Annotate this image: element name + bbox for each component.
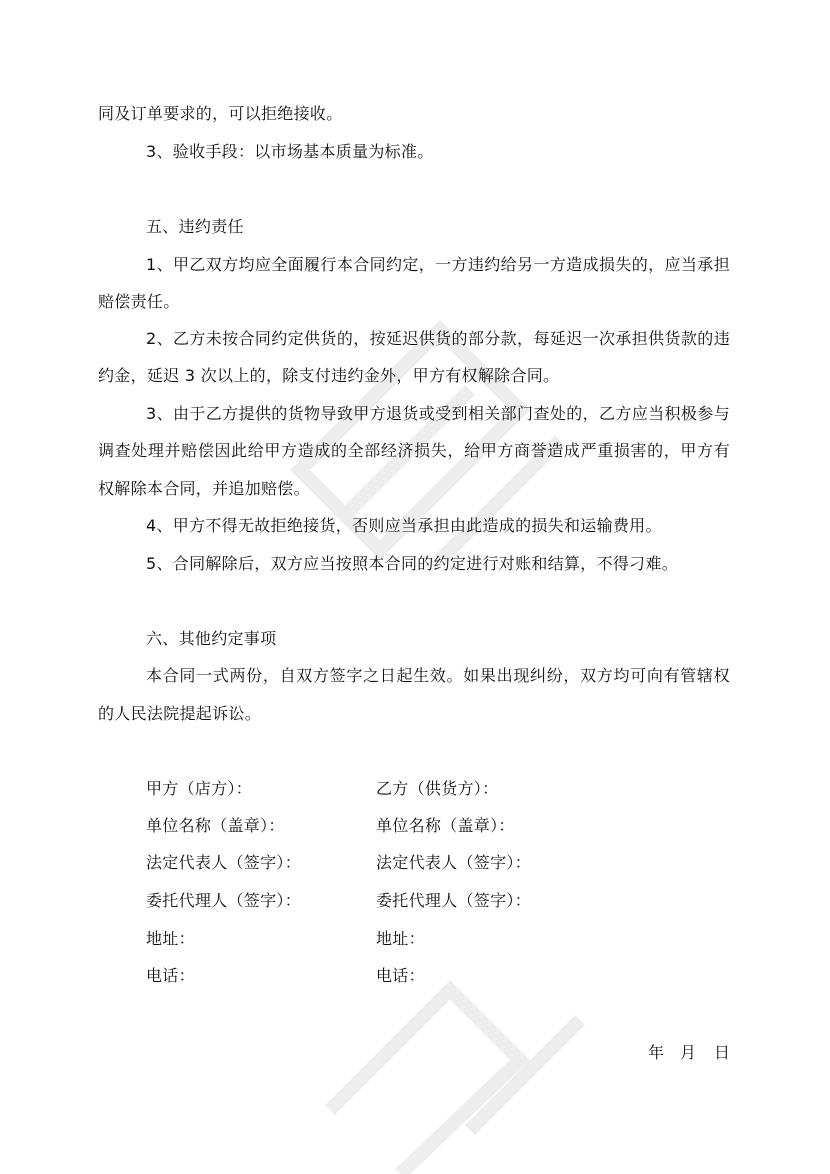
section-6-p1-line-2: 的人民法院提起诉讼。 bbox=[98, 704, 262, 723]
section-5-p3-line-1: 3、由于乙方提供的货物导致甲方退货或受到相关部门查处的，乙方应当积极参与 bbox=[146, 404, 730, 423]
section-5-p5: 5、合同解除后，双方应当按照本合同的约定进行对账和结算，不得刁难。 bbox=[146, 554, 679, 573]
section-5-p1-line-2: 赔偿责任。 bbox=[98, 292, 180, 311]
intro-line-2: 3、验收手段：以市场基本质量为标准。 bbox=[146, 142, 434, 161]
party-a-rep: 法定代表人（签字）： bbox=[146, 853, 302, 872]
party-a-phone: 电话： bbox=[146, 966, 195, 985]
party-a-agent: 委托代理人（签字）： bbox=[146, 891, 302, 910]
section-5-p1-line-1: 1、甲乙双方均应全面履行本合同约定，一方违约给另一方造成损失的，应当承担 bbox=[146, 255, 730, 274]
party-b-title: 乙方（供货方）： bbox=[376, 779, 499, 798]
date-day: 日 bbox=[714, 1043, 731, 1062]
party-b-phone: 电话： bbox=[376, 966, 425, 985]
section-6-p1-line-1: 本合同一式两份，自双方签字之日起生效。如果出现纠纷，双方均可向有管辖权 bbox=[146, 666, 730, 685]
party-b-agent: 委托代理人（签字）： bbox=[376, 891, 532, 910]
section-5-p3-line-2: 调查处理并赔偿因此给甲方造成的全部经济损失，给甲方商誉造成严重损害的，甲方有 bbox=[98, 441, 730, 460]
section-5-p3-line-3: 权解除本合同，并追加赔偿。 bbox=[98, 479, 310, 498]
intro-line-1: 同及订单要求的，可以拒绝接收。 bbox=[98, 104, 343, 123]
date-year: 年 bbox=[648, 1043, 665, 1062]
date-month: 月 bbox=[680, 1043, 697, 1062]
section-5-heading: 五、违约责任 bbox=[146, 217, 244, 236]
party-a-title: 甲方（店方）： bbox=[146, 779, 253, 798]
section-5-p2-line-1: 2、乙方未按合同约定供货的，按延迟供货的部分款，每延迟一次承担供货款的违 bbox=[146, 329, 730, 348]
party-a-unit: 单位名称（盖章）： bbox=[146, 816, 285, 835]
section-5-p4: 4、甲方不得无故拒绝接货，否则应当承担由此造成的损失和运输费用。 bbox=[146, 516, 662, 535]
party-b-unit: 单位名称（盖章）： bbox=[376, 816, 515, 835]
party-b-rep: 法定代表人（签字）： bbox=[376, 853, 532, 872]
party-b-address: 地址： bbox=[376, 929, 425, 948]
party-a-address: 地址： bbox=[146, 929, 195, 948]
section-5-p2-line-2: 约金，延迟 3 次以上的，除支付违约金外，甲方有权解除合同。 bbox=[98, 366, 560, 385]
section-6-heading: 六、其他约定事项 bbox=[146, 629, 277, 648]
